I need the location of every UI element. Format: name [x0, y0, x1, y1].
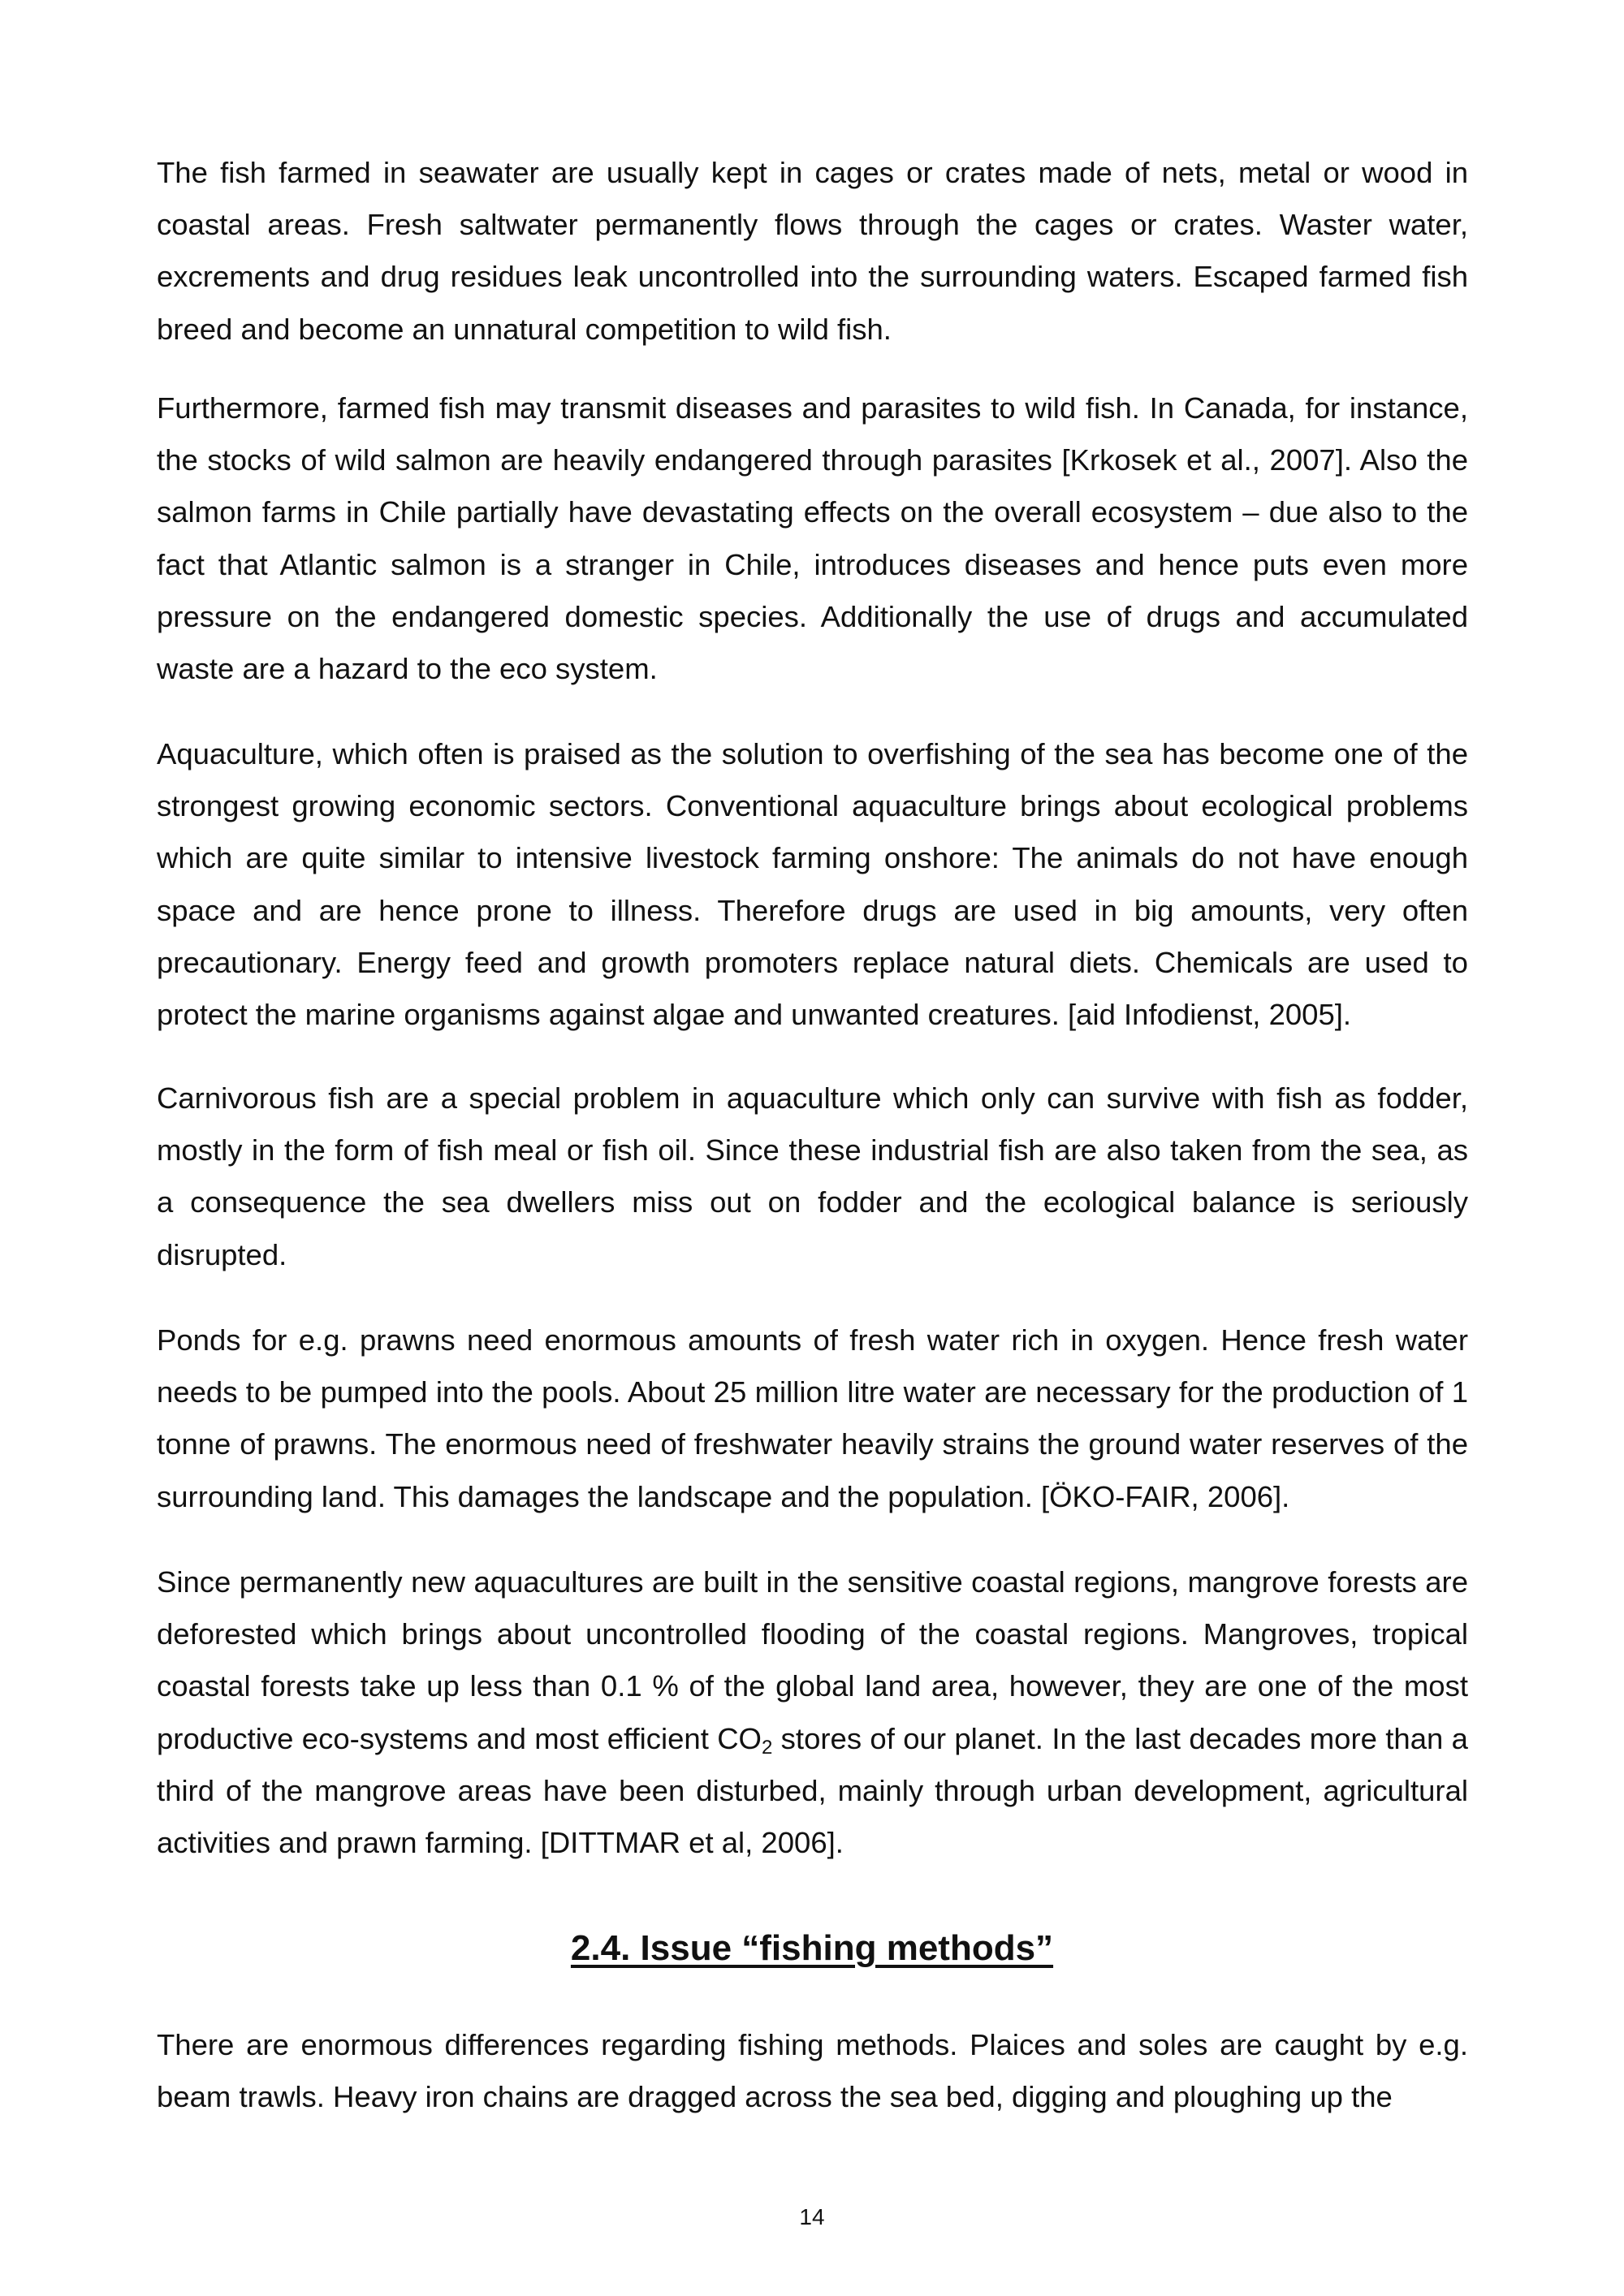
paragraph-carnivorous-fish: Carnivorous fish are a special problem in aquaculture which only can survive with fish as fodder, mostly in the form of fish meal or fish oil. Since these industrial fish are also taken from the sea, as a consequence the sea dwellers miss out on fodder and the ecological balance is seriously disrupted.: [157, 1081, 1468, 1271]
co2-subscript: 2: [761, 1736, 773, 1759]
paragraph-seawater-cages: The fish farmed in seawater are usually kept in cages or crates made of nets, metal or wood in coastal areas. Fresh saltwater permanently flows through the cages or crates. Waster water, excrements and drug residues leak uncontrolled into the surrounding waters. Escaped farmed fish breed and become an unnatural competition to wild fish.: [157, 156, 1468, 346]
paragraph-disease-transmission: Furthermore, farmed fish may transmit diseases and parasites to wild fish. In Canada, for instance, the stocks of wild salmon are heavily endangered through parasites [Krkosek et al., 2007]. Also the salmon farms in Chile partially have devastating effects on the overall ecosystem – due also to the fact that Atlantic salmon is a stranger in Chile, introduces diseases and hence puts even more pressure on the endangered domestic species. Additionally the use of drugs and accumulated waste are a hazard to the eco system.: [157, 391, 1468, 686]
section-heading-text: 2.4. Issue “fishing methods”: [570, 1928, 1054, 1968]
paragraph-fishing-methods: There are enormous differences regarding fishing methods. Plaices and soles are caught by e.g. beam trawls. Heavy iron chains are dragged across the sea bed, digging and ploughing up the: [157, 2028, 1468, 2114]
paragraph-mangrove-forests: [157, 1556, 1468, 1869]
paragraph-aquaculture-problems: Aquaculture, which often is praised as the solution to overfishing of the sea has become one of the strongest growing economic sectors. Conventional aquaculture brings about ecological problems which are quite similar to intensive livestock farming onshore: The animals do not have enough space and are hence prone to illness. Therefore drugs are used in big amounts, very often precautionary. Energy feed and growth promoters replace natural diets. Chemicals are used to protect the marine organisms against algae and unwanted creatures. [aid Infodienst, 2005].: [157, 737, 1468, 1032]
mangrove-text-after: stores of our planet. In the last decades more than a third of the mangrove areas have been disturbed, mainly through urban development, agricultural activities and prawn farming. [DITTMAR et al, 2006].: [157, 1721, 1468, 1860]
paragraph-prawn-ponds: Ponds for e.g. prawns need enormous amounts of fresh water rich in oxygen. Hence fresh water needs to be pumped into the pools. About 25 million litre water are necessary for the production of 1 tonne of prawns. The enormous need of freshwater heavily strains the ground water reserves of the surrounding land. This damages the landscape and the population. [ÖKO-FAIR, 2006].: [157, 1323, 1468, 1513]
mangrove-text-before: Since permanently new aquacultures are built in the sensitive coastal regions, mangrove forests are deforested which brings about uncontrolled flooding of the coastal regions. Mangroves, tropical coastal forests take up less than 0.1 % of the global land area, however, they are one of the most productive eco-systems and most efficient CO: [157, 1565, 1468, 1755]
section-heading: [0, 1926, 1624, 1971]
page-number: 14: [799, 2204, 825, 2229]
